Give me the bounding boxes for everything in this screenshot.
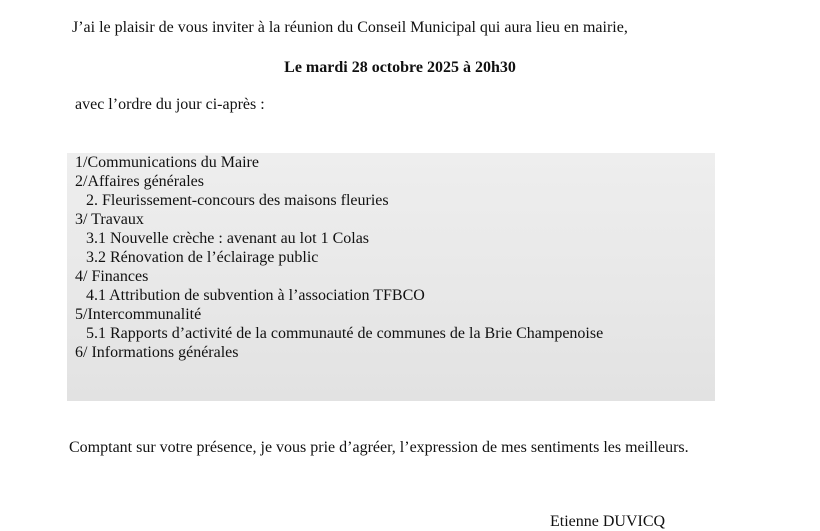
agenda-item: 2/Affaires générales xyxy=(75,173,204,190)
agenda-item: 4/ Finances xyxy=(75,268,149,285)
agenda-subitem: 3.2 Rénovation de l’éclairage public xyxy=(86,249,319,266)
agenda-intro: avec l’ordre du jour ci-après : xyxy=(75,96,265,113)
agenda-subitem: 2. Fleurissement-concours des maisons fleuries xyxy=(86,192,389,209)
agenda-item: 6/ Informations générales xyxy=(75,344,239,361)
meeting-date: Le mardi 28 octobre 2025 à 20h30 xyxy=(284,59,516,76)
agenda-subitem: 4.1 Attribution de subvention à l’association TFBCO xyxy=(86,287,425,304)
agenda-item: 1/Communications du Maire xyxy=(75,154,259,171)
signature: Etienne DUVICQ xyxy=(550,513,666,530)
invitation-intro: J’ai le plaisir de vous inviter à la réunion du Conseil Municipal qui aura lieu en mairie, xyxy=(72,19,628,36)
closing-sentence: Comptant sur votre présence, je vous prie d’agréer, l’expression de mes sentiments les meilleurs. xyxy=(69,439,689,456)
agenda-item: 3/ Travaux xyxy=(75,211,144,228)
agenda-subitem: 3.1 Nouvelle crèche : avenant au lot 1 Colas xyxy=(86,230,370,247)
agenda-subitem: 5.1 Rapports d’activité de la communauté de communes de la Brie Champenoise xyxy=(86,325,604,342)
agenda-item: 5/Intercommunalité xyxy=(75,306,202,323)
agenda-box xyxy=(67,153,715,401)
